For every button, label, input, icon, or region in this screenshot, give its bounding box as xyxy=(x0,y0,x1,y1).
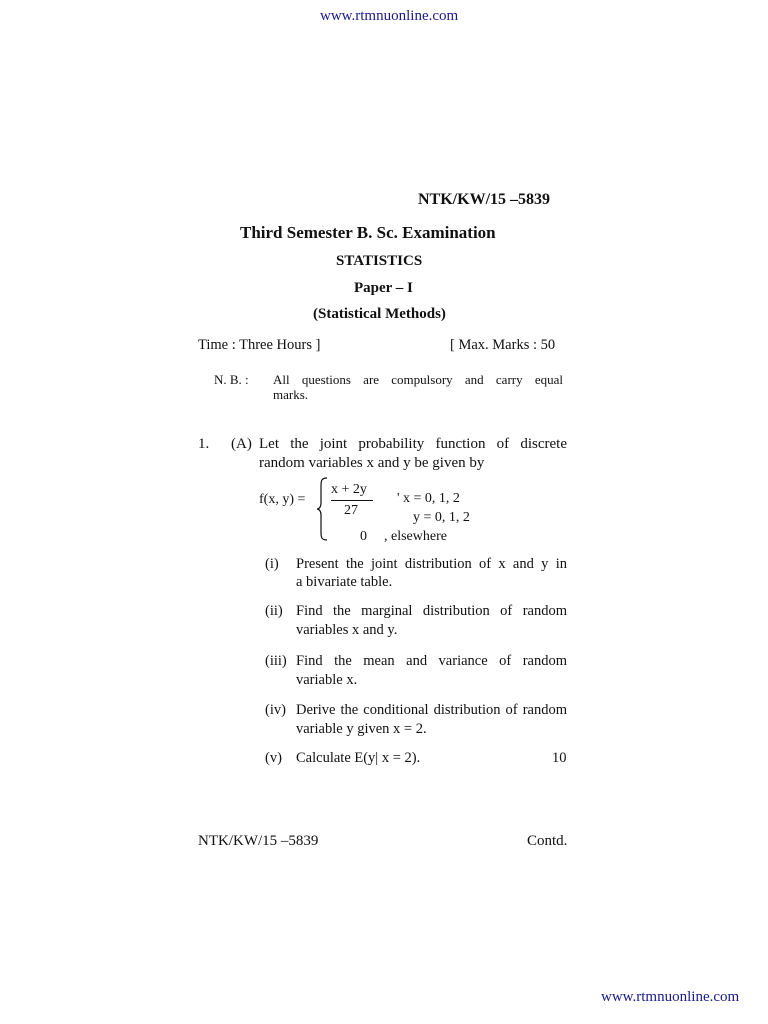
footer-paper-code: NTK/KW/15 –5839 xyxy=(198,833,319,849)
formula-denominator: 27 xyxy=(344,503,358,518)
formula-cond-x: ' x = 0, 1, 2 xyxy=(397,491,460,506)
formula-cond-y: y = 0, 1, 2 xyxy=(413,510,470,525)
subpart-line2: variable x. xyxy=(296,672,358,688)
subject-title: STATISTICS xyxy=(336,253,423,269)
paper-number: Paper – I xyxy=(354,280,413,296)
formula-else-value: 0 xyxy=(360,529,367,544)
nb-text-line1: All questions are compulsory and carry equal xyxy=(273,372,563,387)
fraction-bar xyxy=(331,500,373,501)
formula-numerator: x + 2y xyxy=(331,482,367,497)
footer-site-link[interactable]: www.rtmnuonline.com xyxy=(601,989,740,1005)
question-marks: 10 xyxy=(552,750,567,766)
question-part-label: (A) xyxy=(231,436,252,452)
question-intro-line2: random variables x and y be given by xyxy=(259,455,485,471)
exam-title: Third Semester B. Sc. Examination xyxy=(240,223,496,242)
left-brace-icon xyxy=(316,477,328,541)
question-number: 1. xyxy=(198,436,210,452)
subpart-line1: Find the marginal distribution of random xyxy=(296,603,567,619)
subpart-line1: Derive the conditional distribution of random xyxy=(296,702,567,718)
footer-contd: Contd. xyxy=(527,833,568,849)
subpart-line2: variables x and y. xyxy=(296,622,398,638)
subpart-line1: Calculate E(y| x = 2). xyxy=(296,750,421,766)
paper-name: (Statistical Methods) xyxy=(313,306,446,322)
subpart-label: (iii) xyxy=(265,653,287,669)
subpart-label: (iv) xyxy=(265,702,286,718)
formula-lhs: f(x, y) = xyxy=(259,492,306,507)
max-marks: [ Max. Marks : 50 xyxy=(450,337,556,353)
subpart-label: (i) xyxy=(265,556,279,572)
header-site-link[interactable]: www.rtmnuonline.com xyxy=(320,8,459,24)
subpart-label: (ii) xyxy=(265,603,283,619)
nb-text-line2: marks. xyxy=(273,387,309,402)
subpart-label: (v) xyxy=(265,750,282,766)
nb-label: N. B. : xyxy=(214,372,249,387)
formula-else-text: , elsewhere xyxy=(384,529,447,544)
subpart-line2: variable y given x = 2. xyxy=(296,721,427,737)
paper-code: NTK/KW/15 –5839 xyxy=(418,191,551,208)
subpart-line1: Present the joint distribution of x and y in xyxy=(296,556,567,572)
question-intro-line1: Let the joint probability function of discrete xyxy=(259,436,567,452)
time-allowed: Time : Three Hours ] xyxy=(198,337,321,353)
subpart-line2: a bivariate table. xyxy=(296,574,393,590)
subpart-line1: Find the mean and variance of random xyxy=(296,653,567,669)
